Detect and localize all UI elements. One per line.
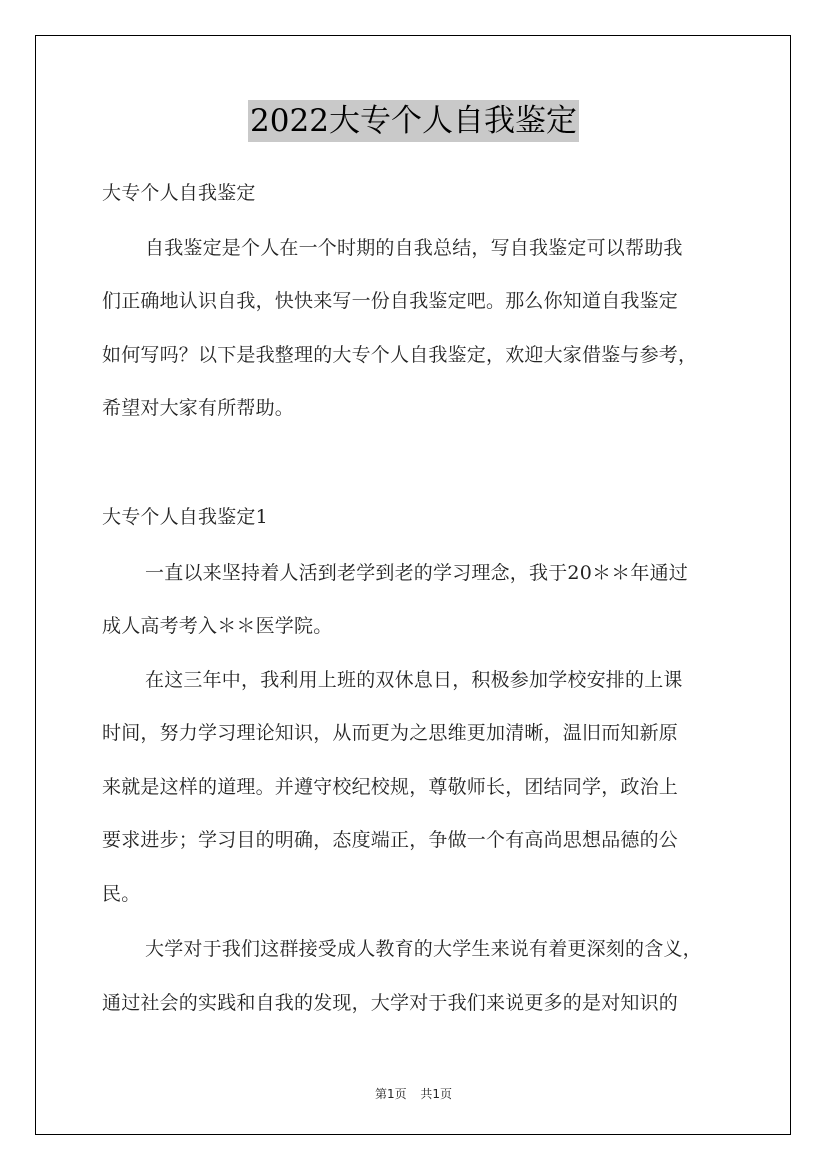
document-title: 2022大专个人自我鉴定 bbox=[248, 100, 579, 142]
paragraph3-line-1: 大学对于我们这群接受成人教育的大学生来说有着更深刻的含义， bbox=[145, 938, 702, 960]
document-title-wrapper bbox=[0, 100, 827, 142]
paragraph1-line-1: 一直以来坚持着人活到老学到老的学习理念，我于20＊＊年通过 bbox=[145, 562, 688, 584]
paragraph2-line-1: 在这三年中，我利用上班的双休息日，积极参加学校安排的上课 bbox=[145, 669, 683, 691]
intro-line-3: 如何写吗？以下是我整理的大专个人自我鉴定，欢迎大家借鉴与参考， bbox=[102, 344, 698, 366]
page-total: 共1页 bbox=[420, 1087, 453, 1101]
intro-line-2: 们正确地认识自我，快快来写一份自我鉴定吧。那么你知道自我鉴定 bbox=[102, 290, 679, 312]
paragraph3-line-2: 通过社会的实践和自我的发现，大学对于我们来说更多的是对知识的 bbox=[102, 992, 679, 1014]
paragraph1-line-2: 成人高考考入＊＊医学院。 bbox=[102, 615, 333, 637]
paragraph2-line-3: 来就是这样的道理。并遵守校纪校规，尊敬师长，团结同学，政治上 bbox=[102, 776, 679, 798]
page-number: 第1页 bbox=[374, 1087, 407, 1101]
intro-line-1: 自我鉴定是个人在一个时期的自我总结，写自我鉴定可以帮助我 bbox=[145, 237, 683, 259]
document-subtitle: 大专个人自我鉴定 bbox=[102, 182, 256, 204]
intro-line-4: 希望对大家有所帮助。 bbox=[102, 397, 295, 419]
paragraph2-line-4: 要求进步；学习目的明确，态度端正，争做一个有高尚思想品德的公 bbox=[102, 829, 679, 851]
page-footer bbox=[0, 1085, 827, 1102]
paragraph2-line-2: 时间，努力学习理论知识，从而更为之思维更加清晰，温旧而知新原 bbox=[102, 722, 679, 744]
paragraph2-line-5: 民。 bbox=[102, 883, 141, 905]
section-heading: 大专个人自我鉴定1 bbox=[102, 506, 268, 528]
